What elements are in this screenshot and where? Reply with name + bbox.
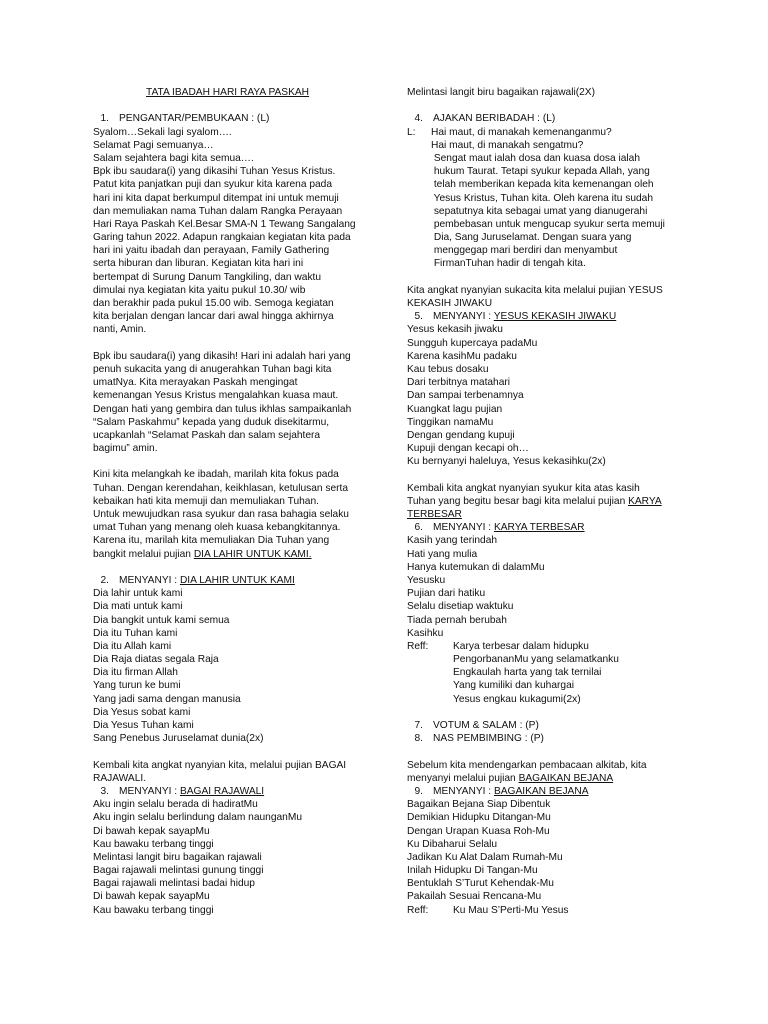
paragraph-line: dimulai nya kegiatan kita yaitu pukul 10.30/ wib (93, 284, 306, 296)
lyric-line: Tinggikan namaMu (407, 416, 494, 428)
paragraph-line: “Salam Paskahmu” kepada yang duduk disekitarmu, (93, 416, 330, 428)
song-dia-lahir-lyrics (93, 587, 383, 745)
section-3-heading: 3. MENYANYI : BAGAI RAJAWALI (100, 785, 265, 797)
liturgy-line (407, 165, 697, 178)
paragraph-line: Bpk ibu saudara(i) yang dikasihi Tuhan Yesus Kristus. (93, 166, 336, 178)
lyric-line: Ku bernyanyi haleluya, Yesus kekasihku(2x) (407, 456, 606, 468)
paragraph-line: ucapkanlah “Selamat Paskah dan salam sejahtera (93, 429, 321, 441)
song-yesus-kekasih-lyrics (407, 323, 697, 468)
liturgy-text: FirmanTuhan hadir di tengah kita. (431, 258, 586, 270)
lyric-line: Yang turun ke bumi (93, 680, 181, 692)
lyric-line: Di bawah kepak sayapMu (93, 891, 210, 903)
paragraph-line: dan berakhir pada pukul 15.00 wib. Semoga kegiatan (93, 298, 334, 309)
right-column (407, 86, 697, 917)
song-karya-terbesar-reff (407, 640, 697, 706)
liturgy-text: Dia, Sang Juruselamat. Dengan suara yang (431, 232, 632, 244)
liturgy-line (407, 205, 697, 218)
lyric-line: Inilah Hidupku Di Tangan-Mu (407, 865, 538, 877)
lyric-line: Pujian dari hatiku (407, 588, 486, 600)
reff-line (407, 640, 697, 653)
liturgy-text: Yesus Kristus, Tuhan kita. Oleh karena itu sudah (431, 192, 653, 204)
paragraph-line: Bpk ibu saudara(i) yang dikasih! Hari ini adalah hari yang (93, 350, 351, 362)
reff-text: Yang kumiliki dan kuhargai (453, 680, 574, 692)
lyric-line: Hanya kutemukan di dalamMu (407, 561, 545, 573)
lyric-line: Bagaikan Bejana Siap Dibentuk (407, 799, 551, 811)
liturgy-line (407, 192, 697, 205)
lyric-line: Aku ingin selalu berada di hadiratMu (93, 799, 258, 811)
paragraph-invitation-last-line: bangkit melalui pujian DIA LAHIR UNTUK KAMI. (93, 548, 312, 560)
paragraph-line: Karena itu, marilah kita memuliakan Dia Tuhan yang (93, 535, 330, 547)
paragraph-line: Tuhan. Dengan kerendahan, keikhlasan, ketulusan serta (93, 482, 349, 494)
liturgy-text: sepatutnya kita sebagai umat yang dianugerahi (431, 205, 648, 217)
section-9-heading: 9. MENYANYI : BAGAIKAN BEJANA (414, 785, 589, 797)
paragraph-line: Dengan hati yang gembira dan tulus ikhlas sampaikanlah (93, 403, 352, 415)
lyric-line: Selalu disetiap waktuku (407, 601, 514, 613)
song-bagaikan-bejana-lyrics (407, 798, 697, 904)
reff-line (407, 653, 697, 666)
lyric-line: Kau bawaku terbang tinggi (93, 838, 214, 850)
song-bagai-rajawali-lyrics (93, 798, 383, 917)
paragraph-line: KEKASIH JIWAKU (407, 298, 493, 309)
lyric-line: Bagai rajawali melintasi gunung tinggi (93, 865, 264, 877)
paragraph-bejana-intro-line-2: menyanyi melalui pujian BAGAIKAN BEJANA (407, 772, 614, 784)
liturgy-line (407, 152, 697, 165)
liturgy-line (407, 244, 697, 257)
paragraph-line: Syalom…Sekali lagi syalom…. (93, 126, 232, 138)
paragraph-opening (93, 126, 383, 337)
paragraph-line: hari ini kita dapat berkumpul ditempat ini untuk memuji (93, 192, 339, 204)
paragraph-line: nanti, Amin. (93, 324, 147, 336)
lyric-line: Tiada pernah berubah (407, 614, 507, 626)
lyric-line: Dia bangkit untuk kami semua (93, 614, 230, 626)
paragraph-line: Garing tahun 2022. Adapun rangkaian kegiatan kita pada (93, 232, 351, 244)
section-6-heading: 6. MENYANYI : KARYA TERBESAR (414, 522, 585, 534)
lyric-line: Dari terbitnya matahari (407, 377, 511, 389)
song-bagaikan-bejana-reff: Reff: Ku Mau S’Perti-Mu Yesus (407, 904, 569, 916)
reff-line (407, 693, 697, 706)
document-title: TATA IBADAH HARI RAYA PASKAH (146, 87, 310, 98)
paragraph-line: umat Tuhan yang menang oleh kuasa kebangkitannya. (93, 522, 341, 534)
reff-text: Engkaulah harta yang tak ternilai (453, 667, 602, 679)
reff-text: Yesus engkau kukagumi(2x) (453, 693, 581, 705)
paragraph-bejana-intro-line-1: Sebelum kita mendengarkan pembacaan alkitab, kita (407, 759, 647, 771)
paragraph-line: hari ini yaitu ibadah dan perayaan, Family Gathering (93, 245, 330, 257)
liturgy-line (407, 231, 697, 244)
paragraph-greeting (93, 350, 383, 456)
paragraph-line: kebaikan hati kita memuji dan memuliakan Tuhan. (93, 495, 319, 507)
lyric-line: Dia Yesus Tuhan kami (93, 720, 194, 731)
paragraph-line: kemenangan Yesus Kristus mengalahkan kuasa maut. (93, 390, 339, 402)
paragraph-karya-intro-line-3: TERBESAR (407, 509, 462, 520)
lyric-line: Dia itu Allah kami (93, 640, 172, 652)
section-5-heading: 5. MENYANYI : YESUS KEKASIH JIWAKU (414, 311, 617, 323)
liturgy-line (407, 218, 697, 231)
lyric-line: Dia Raja diatas segala Raja (93, 654, 219, 666)
paragraph-line: bagimu” amin. (93, 443, 158, 455)
paragraph-yesus-kekasih-intro (407, 284, 697, 310)
paragraph-line: Patut kita panjatkan puji dan syukur kita karena pada (93, 179, 332, 191)
song-karya-terbesar-lyrics (407, 534, 697, 640)
lyric-line: Kasih yang terindah (407, 535, 498, 547)
liturgy-text: Hai maut, di manakah sengatmu? (431, 139, 584, 151)
paragraph-line: kita berjalan dengan lancar dari awal hingga akhirnya (93, 311, 334, 323)
paragraph-line: Kini kita melangkah ke ibadah, marilah kita fokus pada (93, 469, 339, 481)
lyric-line: Kupuji dengan kecapi oh… (407, 443, 529, 455)
section-4-body (407, 126, 697, 271)
liturgy-text: telah memberikan kepada kita kemenangan oleh (431, 179, 654, 191)
lyric-line: Yesusku (407, 574, 446, 586)
section-8-heading: 8. NAS PEMBIMBING : (P) (414, 733, 544, 745)
lyric-line: Kasihku (407, 627, 444, 639)
lyric-line: Bentuklah S’Turut Kehendak-Mu (407, 878, 554, 890)
section-1-heading: 1. PENGANTAR/PEMBUKAAN : (L) (100, 113, 270, 125)
liturgy-line (407, 257, 697, 270)
lyric-line: Aku ingin selalu berlindung dalam naunganMu (93, 812, 302, 824)
liturgy-text: hukum Taurat. Tetapi syukur kepada Allah, yang (431, 166, 650, 178)
lyric-line: Demikian Hidupku Ditangan-Mu (407, 812, 551, 824)
leader-label: L: (407, 126, 416, 138)
paragraph-line: Hari Raya Paskah Kel.Besar SMA-N 1 Tewang Sangalang (93, 218, 356, 230)
paragraph-line: Salam sejahtera bagi kita semua…. (93, 152, 254, 164)
liturgy-text: Sengat maut ialah dosa dan kuasa dosa ialah (431, 152, 640, 164)
liturgy-text: pembebasan untuk mengucap syukur serta memuji (431, 218, 665, 230)
lyric-line: Dengan gendang kupuji (407, 429, 515, 441)
liturgy-line (407, 178, 697, 191)
lyric-line: Dia Yesus sobat kami (93, 706, 191, 718)
paragraph-karya-intro-line-2: Tuhan yang begitu besar bagi kita melalui pujian KARYA (407, 495, 662, 507)
paragraph-line: serta hiburan dan liburan. Kegiatan kita hari ini (93, 258, 304, 270)
lyric-line: Dan sampai terbenamnya (407, 390, 524, 402)
lyric-line: Di bawah kepak sayapMu (93, 825, 210, 837)
lyric-line: Sang Penebus Juruselamat dunia(2x) (93, 733, 264, 745)
liturgy-text: menggegap mari berdiri dan menyambut (431, 245, 618, 257)
paragraph-line: Kembali kita angkat nyanyian kita, melalui pujian BAGAI (93, 759, 347, 771)
lyric-line: Sungguh kupercaya padaMu (407, 337, 538, 349)
paragraph-line: bertempat di Surung Danum Tangkiling, dan waktu (93, 271, 322, 283)
lyric-line: Kau tebus dosaku (407, 363, 489, 375)
song-3-continuation: Melintasi langit biru bagaikan rajawali(2X) (407, 87, 595, 98)
section-2-heading: 2. MENYANYI : DIA LAHIR UNTUK KAMI (100, 574, 295, 586)
paragraph-line: Selamat Pagi semuanya… (93, 139, 214, 151)
lyric-line: Karena kasihMu padaku (407, 350, 517, 362)
paragraph-line: Untuk mewujudkan rasa syukur dan rasa bahagia selaku (93, 509, 349, 520)
liturgy-line (407, 139, 697, 152)
lyric-line: Dia itu Tuhan kami (93, 627, 178, 639)
lyric-line: Kau bawaku terbang tinggi (93, 904, 214, 916)
paragraph-karya-intro-line-1: Kembali kita angkat nyanyian syukur kita atas kasih (407, 482, 640, 494)
lyric-line: Jadikan Ku Alat Dalam Rumah-Mu (407, 851, 563, 863)
reff-label: Reff: (407, 640, 429, 652)
reff-line (407, 679, 697, 692)
paragraph-line: umatNya. Kita merayakan Paskah mengingat (93, 377, 298, 389)
lyric-line: Pakailah Sesuai Rencana-Mu (407, 891, 542, 903)
liturgy-text: Hai maut, di manakah kemenanganmu? (431, 126, 612, 138)
lyric-line: Dia lahir untuk kami (93, 588, 183, 600)
lyric-line: Kuangkat lagu pujian (407, 403, 503, 415)
lyric-line: Yesus kekasih jiwaku (407, 324, 503, 336)
lyric-line: Dia itu firman Allah (93, 667, 178, 679)
paragraph-line: penuh sukacita yang di anugerahkan Tuhan bagi kita (93, 363, 332, 375)
liturgy-line (407, 126, 697, 139)
lyric-line: Ku Dibaharui Selalu (407, 838, 498, 850)
lyric-line: Dengan Urapan Kuasa Roh-Mu (407, 825, 550, 837)
lyric-line: Melintasi langit biru bagaikan rajawali (93, 851, 262, 863)
paragraph-bagai-rajawali-intro (93, 759, 383, 785)
left-column (93, 86, 383, 917)
reff-text: PengorbananMu yang selamatkanku (453, 654, 619, 666)
reff-text: Karya terbesar dalam hidupku (453, 640, 589, 652)
section-7-heading: 7. VOTUM & SALAM : (P) (414, 720, 539, 731)
reff-line (407, 666, 697, 679)
lyric-line: Dia mati untuk kami (93, 601, 183, 613)
paragraph-line: Kita angkat nyanyian sukacita kita melalui pujian YESUS (407, 284, 663, 296)
paragraph-line: RAJAWALI. (93, 772, 147, 784)
paragraph-invitation (93, 468, 383, 547)
paragraph-line: dan memuliakan nama Tuhan dalam Rangka Perayaan (93, 205, 343, 217)
lyric-line: Bagai rajawali melintasi badai hidup (93, 878, 255, 890)
lyric-line: Yang jadi sama dengan manusia (93, 693, 241, 705)
lyric-line: Hati yang mulia (407, 548, 478, 560)
section-4-heading: 4. AJAKAN BERIBADAH : (L) (414, 113, 556, 125)
